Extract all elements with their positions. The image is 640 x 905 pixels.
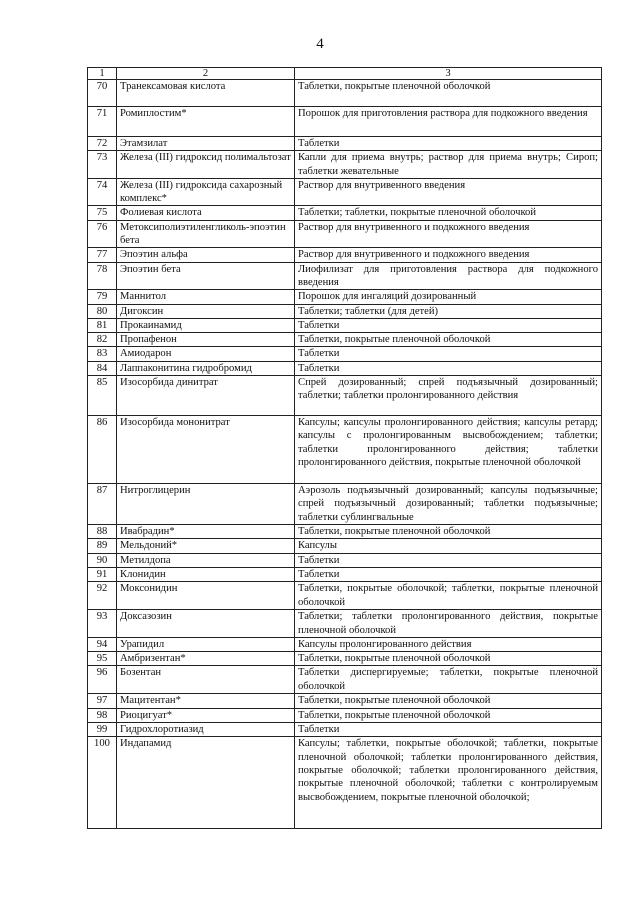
dosage-forms: Таблетки; таблетки (для детей) xyxy=(295,304,602,318)
table-row xyxy=(88,248,602,262)
drug-name: Изосорбида мононитрат xyxy=(117,416,295,484)
row-number: 97 xyxy=(88,694,117,708)
dosage-forms: Таблетки xyxy=(295,567,602,581)
table-row xyxy=(88,107,602,137)
drug-name: Клонидин xyxy=(117,567,295,581)
row-number: 75 xyxy=(88,206,117,220)
drug-name: Ивабрадин* xyxy=(117,525,295,539)
table-row xyxy=(88,347,602,361)
row-number: 99 xyxy=(88,723,117,737)
drug-name: Пропафенон xyxy=(117,333,295,347)
dosage-forms: Таблетки xyxy=(295,361,602,375)
page-number: 4 xyxy=(316,36,324,52)
row-number: 93 xyxy=(88,610,117,638)
row-number: 73 xyxy=(88,151,117,179)
row-number: 81 xyxy=(88,318,117,332)
drug-name: Этамзилат xyxy=(117,137,295,151)
row-number: 76 xyxy=(88,220,117,248)
drug-name: Эпоэтин альфа xyxy=(117,248,295,262)
drug-name: Лаппаконитина гидробромид xyxy=(117,361,295,375)
dosage-forms: Таблетки xyxy=(295,723,602,737)
table-row xyxy=(88,304,602,318)
row-number: 92 xyxy=(88,582,117,610)
table-row xyxy=(88,361,602,375)
drug-name: Урапидил xyxy=(117,637,295,651)
dosage-forms: Таблетки диспергируемые; таблетки, покрытые пленочной оболочкой xyxy=(295,666,602,694)
dosage-forms: Спрей дозированный; спрей подъязычный дозированный; таблетки; таблетки пролонгированного действия xyxy=(295,376,602,416)
drug-name: Метоксиполиэтиленгликоль-эпоэтин бета xyxy=(117,220,295,248)
dosage-forms: Таблетки xyxy=(295,347,602,361)
dosage-forms: Раствор для внутривенного введения xyxy=(295,178,602,206)
drug-name: Эпоэтин бета xyxy=(117,262,295,290)
drug-name: Бозентан xyxy=(117,666,295,694)
table-row xyxy=(88,416,602,484)
row-number: 94 xyxy=(88,637,117,651)
dosage-forms: Таблетки; таблетки пролонгированного действия, покрытые пленочной оболочкой xyxy=(295,610,602,638)
dosage-forms: Лиофилизат для приготовления раствора для подкожного введения xyxy=(295,262,602,290)
dosage-forms: Таблетки, покрытые пленочной оболочкой xyxy=(295,333,602,347)
row-number: 85 xyxy=(88,376,117,416)
table-row xyxy=(88,525,602,539)
drug-name: Ромиплостим* xyxy=(117,107,295,137)
dosage-forms: Аэрозоль подъязычный дозированный; капсулы подъязычные; спрей подъязычный дозированный; таблетки подъязычные; таблетки сублингвальные xyxy=(295,484,602,525)
row-number: 87 xyxy=(88,484,117,525)
dosage-forms: Таблетки, покрытые пленочной оболочкой xyxy=(295,525,602,539)
row-number: 71 xyxy=(88,107,117,137)
drug-name: Мельдоний* xyxy=(117,539,295,553)
table-body xyxy=(88,80,602,829)
table-row xyxy=(88,80,602,107)
table-row xyxy=(88,567,602,581)
table-row xyxy=(88,151,602,179)
row-number: 72 xyxy=(88,137,117,151)
row-number: 80 xyxy=(88,304,117,318)
row-number: 86 xyxy=(88,416,117,484)
table-row xyxy=(88,666,602,694)
table-row xyxy=(88,333,602,347)
drug-name: Моксонидин xyxy=(117,582,295,610)
drug-name: Нитроглицерин xyxy=(117,484,295,525)
drug-name: Фолиевая кислота xyxy=(117,206,295,220)
row-number: 91 xyxy=(88,567,117,581)
dosage-forms: Таблетки, покрытые пленочной оболочкой xyxy=(295,80,602,107)
row-number: 95 xyxy=(88,652,117,666)
table-row xyxy=(88,723,602,737)
table-row xyxy=(88,553,602,567)
drug-name: Амбризентан* xyxy=(117,652,295,666)
table-row xyxy=(88,318,602,332)
drug-name: Железа (III) гидроксид полимальтозат xyxy=(117,151,295,179)
row-number: 88 xyxy=(88,525,117,539)
row-number: 77 xyxy=(88,248,117,262)
table-row xyxy=(88,137,602,151)
drug-name: Маннитол xyxy=(117,290,295,304)
dosage-forms: Капли для приема внутрь; раствор для приема внутрь; Сироп; таблетки жевательные xyxy=(295,151,602,179)
drug-name: Дигоксин xyxy=(117,304,295,318)
header-col-3: 3 xyxy=(295,68,602,80)
dosage-forms: Таблетки xyxy=(295,137,602,151)
drug-name: Амиодарон xyxy=(117,347,295,361)
row-number: 83 xyxy=(88,347,117,361)
table-row xyxy=(88,206,602,220)
drug-name: Изосорбида динитрат xyxy=(117,376,295,416)
table-row xyxy=(88,652,602,666)
header-col-2: 2 xyxy=(117,68,295,80)
row-number: 78 xyxy=(88,262,117,290)
table-row xyxy=(88,539,602,553)
table-row xyxy=(88,484,602,525)
dosage-forms: Таблетки, покрытые пленочной оболочкой xyxy=(295,652,602,666)
table-row xyxy=(88,582,602,610)
drug-name: Гидрохлоротиазид xyxy=(117,723,295,737)
row-number: 96 xyxy=(88,666,117,694)
table-row xyxy=(88,708,602,722)
dosage-forms: Таблетки, покрытые пленочной оболочкой xyxy=(295,708,602,722)
dosage-forms: Таблетки; таблетки, покрытые пленочной оболочкой xyxy=(295,206,602,220)
row-number: 89 xyxy=(88,539,117,553)
table-row xyxy=(88,610,602,638)
drug-name: Транексамовая кислота xyxy=(117,80,295,107)
drug-name: Мацитентан* xyxy=(117,694,295,708)
table-row xyxy=(88,637,602,651)
table-row xyxy=(88,262,602,290)
drug-name: Метилдопа xyxy=(117,553,295,567)
drug-table xyxy=(87,67,602,829)
dosage-forms: Капсулы xyxy=(295,539,602,553)
dosage-forms: Капсулы пролонгированного действия xyxy=(295,637,602,651)
dosage-forms: Таблетки, покрытые пленочной оболочкой xyxy=(295,694,602,708)
row-number: 70 xyxy=(88,80,117,107)
drug-name: Индапамид xyxy=(117,737,295,829)
row-number: 84 xyxy=(88,361,117,375)
dosage-forms: Таблетки xyxy=(295,553,602,567)
row-number: 90 xyxy=(88,553,117,567)
table-row xyxy=(88,737,602,829)
table-row xyxy=(88,376,602,416)
dosage-forms: Раствор для внутривенного и подкожного введения xyxy=(295,220,602,248)
row-number: 98 xyxy=(88,708,117,722)
table-row xyxy=(88,694,602,708)
table-row xyxy=(88,178,602,206)
dosage-forms: Капсулы; капсулы пролонгированного действия; капсулы ретард; капсулы с пролонгированным высвобождением; таблетки; таблетки пролонгированного действия; таблетки пролонгированного действия, покрытые пленочной оболочкой xyxy=(295,416,602,484)
dosage-forms: Порошок для приготовления раствора для подкожного введения xyxy=(295,107,602,137)
row-number: 79 xyxy=(88,290,117,304)
row-number: 100 xyxy=(88,737,117,829)
dosage-forms: Таблетки, покрытые оболочкой; таблетки, покрытые пленочной оболочкой xyxy=(295,582,602,610)
row-number: 74 xyxy=(88,178,117,206)
dosage-forms: Таблетки xyxy=(295,318,602,332)
header-col-1: 1 xyxy=(88,68,117,80)
row-number: 82 xyxy=(88,333,117,347)
drug-name: Доксазозин xyxy=(117,610,295,638)
dosage-forms: Порошок для ингаляций дозированный xyxy=(295,290,602,304)
dosage-forms: Капсулы; таблетки, покрытые оболочкой; таблетки, покрытые пленочной оболочкой; таблетки пролонгированного действия, покрытые оболочкой; таблетки пролонгированного действия, покрытые пленочной оболочкой; таблетки с контролируемым высвобождением, покрытые пленочной оболочкой; xyxy=(295,737,602,829)
drug-name: Риоцигуат* xyxy=(117,708,295,722)
drug-name: Прокаинамид xyxy=(117,318,295,332)
drug-name: Железа (III) гидроксида сахарозный комплекс* xyxy=(117,178,295,206)
table-header-row xyxy=(88,68,602,80)
table-row xyxy=(88,220,602,248)
dosage-forms: Раствор для внутривенного и подкожного введения xyxy=(295,248,602,262)
table-row xyxy=(88,290,602,304)
